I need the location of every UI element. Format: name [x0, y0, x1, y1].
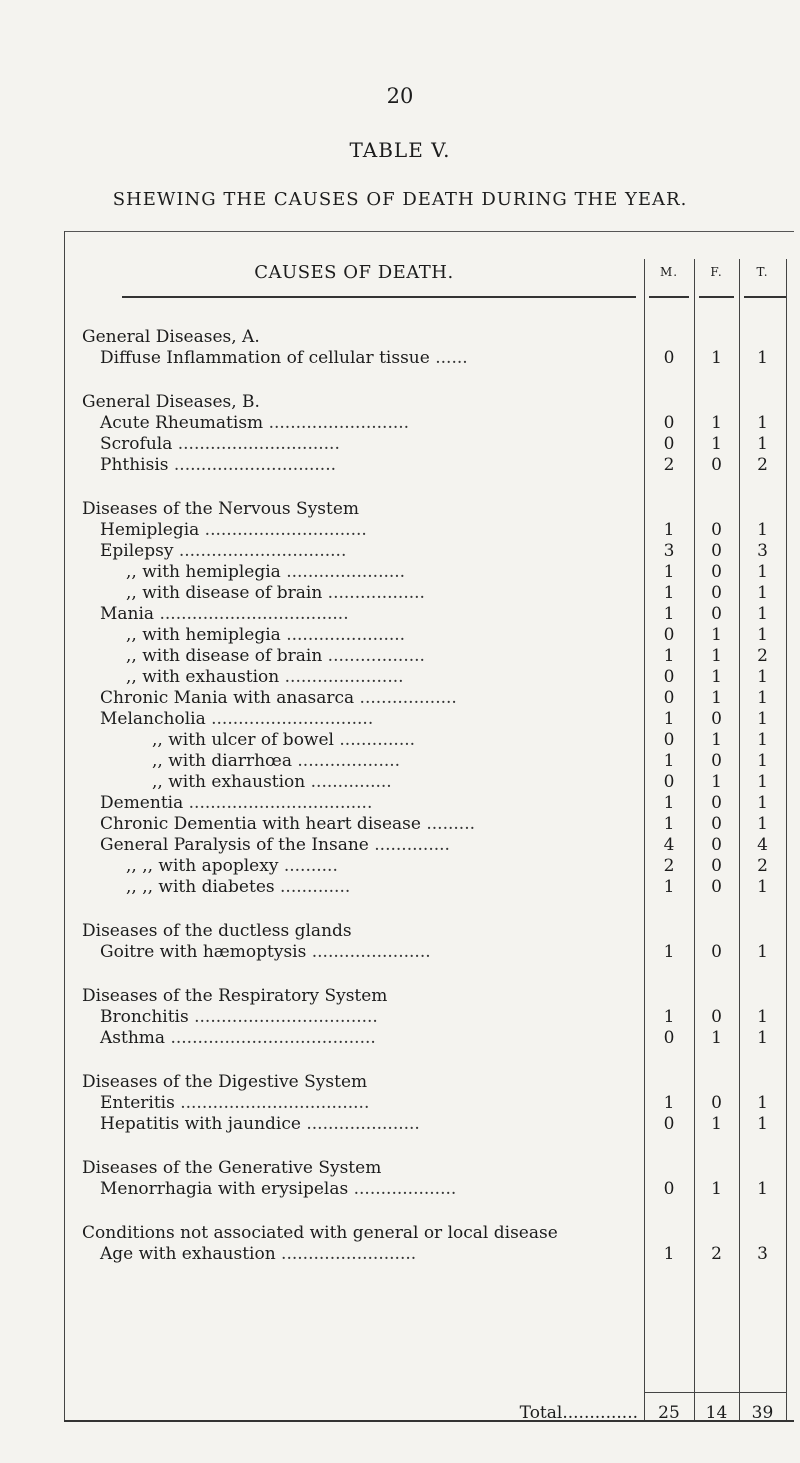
causes-column-header: CAUSES OF DEATH. [254, 262, 454, 283]
table-row [64, 730, 786, 751]
cause-text: ,, with hemiplegia [126, 562, 281, 582]
table-row [64, 835, 786, 856]
total-count: 1 [757, 604, 768, 624]
cause-label [64, 688, 644, 709]
cause-label [64, 348, 644, 369]
male-count: 0 [663, 625, 675, 645]
leader-dots: ............... [305, 772, 392, 792]
table-row [64, 1007, 786, 1028]
total-count: 2 [757, 856, 768, 876]
cause-text: Melancholia [100, 709, 206, 729]
total-count: 1 [757, 877, 768, 897]
female-count: 0 [711, 835, 722, 855]
female-count: 0 [711, 709, 722, 729]
cause-text: Mania [100, 604, 155, 624]
cause-text: Age with exhaustion [100, 1244, 276, 1264]
table-row [64, 1244, 786, 1265]
female-count: 1 [711, 348, 722, 368]
header-rule [744, 296, 786, 298]
leader-dots: ................... [348, 1179, 457, 1199]
leader-dots: ...... [429, 348, 468, 368]
male-count: 1 [663, 1007, 675, 1027]
section-gap [64, 310, 786, 327]
female-count: 1 [711, 1114, 722, 1134]
total-count: 1 [757, 348, 768, 368]
leader-dots: .................................. [188, 1007, 378, 1027]
section-gap [64, 1200, 786, 1223]
cause-text: Acute Rheumatism [100, 413, 264, 433]
total-count: 1 [757, 667, 768, 687]
cause-label [64, 1114, 644, 1135]
female-count: 0 [711, 1007, 722, 1027]
leader-dots: .................. [322, 583, 425, 603]
cause-text: Phthisis [100, 455, 169, 475]
table-row [64, 772, 786, 793]
section-heading [64, 392, 786, 413]
leader-dots: .............................. [205, 709, 374, 729]
male-count: 0 [663, 772, 675, 792]
table-row [64, 793, 786, 814]
cause-text: ,, with diarrhœa [152, 751, 292, 771]
cause-text: Epilepsy [100, 541, 174, 561]
cause-text: Enteritis [100, 1093, 175, 1113]
cause-label [64, 541, 644, 562]
table-row [64, 562, 786, 583]
total-count: 1 [757, 814, 768, 834]
total-rule [739, 1392, 786, 1393]
cause-label [64, 455, 644, 476]
total-count: 1 [757, 625, 768, 645]
total-count: 2 [757, 455, 768, 475]
leader-dots: .......................... [263, 413, 410, 433]
leader-dots: ......................... [275, 1244, 417, 1264]
female-count: 0 [711, 562, 722, 582]
female-count: 0 [711, 1093, 722, 1113]
top-rule [64, 231, 794, 232]
cause-label [64, 1093, 644, 1114]
table-row [64, 413, 786, 434]
male-count: 0 [663, 667, 675, 687]
female-count: 1 [711, 413, 722, 433]
section-heading-label: Diseases of the Nervous System [82, 499, 360, 519]
total-female: 14 [705, 1403, 728, 1423]
table-row [64, 1179, 786, 1200]
total-count: 1 [757, 688, 768, 708]
table-row [64, 455, 786, 476]
female-count: 1 [711, 1028, 722, 1048]
female-count: 1 [711, 730, 722, 750]
leader-dots: .................. [354, 688, 457, 708]
cause-text: Hepatitis with jaundice [100, 1114, 301, 1134]
table-body [64, 310, 786, 1265]
cause-label [64, 562, 644, 583]
male-column-header: M. [659, 265, 679, 279]
section-heading-label: Conditions not associated with general or local disease [82, 1223, 558, 1243]
female-count: 0 [711, 877, 722, 897]
female-count: 0 [711, 856, 722, 876]
section-heading-label: Diseases of the Respiratory System [82, 986, 388, 1006]
table-row [64, 541, 786, 562]
male-count: 1 [663, 583, 675, 603]
female-count: 0 [711, 942, 722, 962]
section-gap [64, 369, 786, 392]
section-heading-label: Diseases of the Digestive System [82, 1072, 368, 1092]
total-count: 1 [757, 1114, 768, 1134]
female-count: 0 [711, 541, 722, 561]
total-count: 3 [757, 1244, 768, 1264]
female-column-header: F. [710, 265, 723, 279]
male-count: 1 [663, 751, 675, 771]
section-gap [64, 898, 786, 921]
leader-dots: .................................. [183, 793, 373, 813]
leader-dots: ............. [274, 877, 351, 897]
leader-dots: ................... [291, 751, 401, 771]
cause-text: ,, with ulcer of bowel [152, 730, 334, 750]
cause-label [64, 583, 644, 604]
leader-dots: ...................... [280, 562, 406, 582]
table-row [64, 434, 786, 455]
cause-label [64, 877, 644, 898]
female-count: 0 [711, 520, 722, 540]
cause-text: Hemiplegia [100, 520, 200, 540]
female-count: 0 [711, 455, 722, 475]
male-count: 0 [663, 688, 675, 708]
cause-text: ,, with disease of brain [126, 583, 323, 603]
table-row [64, 520, 786, 541]
leader-dots: ..................... [300, 1114, 420, 1134]
female-count: 1 [711, 625, 722, 645]
female-count: 0 [711, 583, 722, 603]
header-rule [649, 296, 689, 298]
total-row [64, 1403, 786, 1423]
cause-label [64, 1028, 644, 1049]
cause-text: Dementia [100, 793, 184, 813]
section-heading [64, 1072, 786, 1093]
leader-dots: ................................... [154, 604, 349, 624]
table-row [64, 1093, 786, 1114]
total-count: 1 [757, 1179, 768, 1199]
cause-text: Diffuse Inflammation of cellular tissue [100, 348, 430, 368]
table-row [64, 688, 786, 709]
table-row [64, 1114, 786, 1135]
cause-label [64, 1007, 644, 1028]
leader-dots: .............................. [199, 520, 367, 540]
male-count: 2 [663, 455, 675, 475]
male-count: 1 [663, 646, 675, 666]
table-row [64, 646, 786, 667]
leader-dots: .............................. [168, 455, 337, 475]
total-count: 1 [757, 942, 768, 962]
male-count: 1 [663, 1244, 675, 1264]
leader-dots: ...................... [279, 667, 404, 687]
total-rule [644, 1392, 694, 1393]
section-heading-label: General Diseases, A. [82, 327, 260, 347]
section-heading [64, 1223, 786, 1244]
total-count: 1 [757, 1093, 768, 1113]
leader-dots: ...................................... [165, 1028, 376, 1048]
male-count: 1 [663, 520, 675, 540]
cause-text: ,, ,, with apoplexy [126, 856, 279, 876]
female-count: 1 [711, 667, 722, 687]
table-row [64, 751, 786, 772]
cause-label [64, 751, 644, 772]
cause-text: ,, with hemiplegia [126, 625, 281, 645]
table-row [64, 709, 786, 730]
table-subtitle: SHEWING THE CAUSES OF DEATH DURING THE YEAR. [112, 189, 688, 210]
cause-label [64, 814, 644, 835]
cause-label [64, 604, 644, 625]
leader-dots: ............................... [173, 541, 347, 561]
male-count: 0 [663, 1028, 675, 1048]
male-count: 0 [663, 348, 675, 368]
section-heading [64, 499, 786, 520]
female-count: 0 [711, 751, 722, 771]
female-count: 1 [711, 646, 722, 666]
table-row [64, 814, 786, 835]
total-count: 1 [757, 413, 768, 433]
cause-label [64, 793, 644, 814]
leader-dots: ...................... [306, 942, 431, 962]
cause-label [64, 942, 644, 963]
total-count: 1 [757, 1007, 768, 1027]
male-count: 1 [663, 877, 675, 897]
section-heading [64, 327, 786, 348]
header-rule [699, 296, 734, 298]
male-count: 0 [663, 413, 675, 433]
cause-text: ,, with disease of brain [126, 646, 323, 666]
male-count: 1 [663, 942, 675, 962]
cause-text: Scrofula [100, 434, 173, 454]
leader-dots: ......... [420, 814, 476, 834]
total-count: 4 [757, 835, 768, 855]
table-row [64, 942, 786, 963]
male-count: 1 [663, 793, 675, 813]
total-count: 3 [757, 541, 768, 561]
total-count: 1 [757, 709, 768, 729]
male-count: 0 [663, 1179, 675, 1199]
male-count: 0 [663, 1114, 675, 1134]
cause-text: Menorrhagia with erysipelas [100, 1179, 349, 1199]
female-count: 0 [711, 814, 722, 834]
cause-label [64, 1244, 644, 1265]
female-count: 1 [711, 434, 722, 454]
table-row [64, 667, 786, 688]
female-count: 1 [711, 688, 722, 708]
cause-label [64, 667, 644, 688]
page-number: 20 [386, 84, 414, 108]
total-count: 1 [757, 583, 768, 603]
total-count: 1 [757, 751, 768, 771]
table-row [64, 348, 786, 369]
total-count: 1 [757, 793, 768, 813]
cause-label [64, 709, 644, 730]
section-heading-label: Diseases of the ductless glands [82, 921, 352, 941]
male-count: 1 [663, 1093, 675, 1113]
cause-label [64, 772, 644, 793]
cause-label [64, 646, 644, 667]
female-count: 0 [711, 604, 722, 624]
female-count: 0 [711, 793, 722, 813]
table-row [64, 604, 786, 625]
cause-text: Chronic Mania with anasarca [100, 688, 355, 708]
male-count: 2 [663, 856, 675, 876]
total-count: 1 [757, 1028, 768, 1048]
male-count: 3 [663, 541, 675, 561]
female-count: 2 [711, 1244, 722, 1264]
total-overall: 39 [751, 1403, 774, 1423]
leader-dots: .................. [322, 646, 425, 666]
total-rule [694, 1392, 739, 1393]
cause-text: Goitre with hæmoptysis [100, 942, 307, 962]
male-count: 0 [663, 434, 675, 454]
section-heading [64, 921, 786, 942]
total-count: 1 [757, 730, 768, 750]
cause-label [64, 434, 644, 455]
section-heading [64, 1158, 786, 1179]
cause-text: ,, ,, with diabetes [126, 877, 275, 897]
cause-label [64, 835, 644, 856]
leader-dots: .............. [333, 730, 416, 750]
leader-dots: .............................. [172, 434, 340, 454]
total-count: 2 [757, 646, 768, 666]
cause-label [64, 730, 644, 751]
male-count: 4 [663, 835, 675, 855]
table-row [64, 856, 786, 877]
table-row [64, 877, 786, 898]
male-count: 1 [663, 814, 675, 834]
cause-text: Bronchitis [100, 1007, 189, 1027]
male-count: 1 [663, 604, 675, 624]
male-count: 0 [663, 730, 675, 750]
leader-dots: .......... [278, 856, 338, 876]
cause-text: ,, with exhaustion [152, 772, 306, 792]
leader-dots: ................................... [174, 1093, 370, 1113]
total-male: 25 [658, 1403, 680, 1423]
section-heading-label: Diseases of the Generative System [82, 1158, 382, 1178]
section-heading [64, 986, 786, 1007]
female-count: 1 [711, 772, 722, 792]
table-row [64, 583, 786, 604]
cause-text: General Paralysis of the Insane [100, 835, 369, 855]
total-count: 1 [757, 562, 768, 582]
total-label: Total.............. [519, 1403, 638, 1423]
section-gap [64, 1049, 786, 1072]
cause-label [64, 625, 644, 646]
section-gap [64, 1135, 786, 1158]
total-count: 1 [757, 434, 768, 454]
cause-text: ,, with exhaustion [126, 667, 280, 687]
cause-label [64, 856, 644, 877]
total-count: 1 [757, 772, 768, 792]
table-title: TABLE V. [349, 138, 451, 162]
table-row [64, 625, 786, 646]
section-heading-label: General Diseases, B. [82, 392, 260, 412]
section-gap [64, 963, 786, 986]
cause-label [64, 413, 644, 434]
leader-dots: .............. [368, 835, 450, 855]
right-border [786, 259, 787, 1420]
cause-label [64, 1179, 644, 1200]
cause-text: Asthma [100, 1028, 166, 1048]
header-rule [122, 296, 636, 298]
section-gap [64, 476, 786, 499]
total-column-header: T. [756, 265, 769, 279]
table-row [64, 1028, 786, 1049]
total-count: 1 [757, 520, 768, 540]
leader-dots: ...................... [280, 625, 406, 645]
male-count: 1 [663, 562, 675, 582]
male-count: 1 [663, 709, 675, 729]
cause-text: Chronic Dementia with heart disease [100, 814, 421, 834]
cause-label [64, 520, 644, 541]
female-count: 1 [711, 1179, 722, 1199]
